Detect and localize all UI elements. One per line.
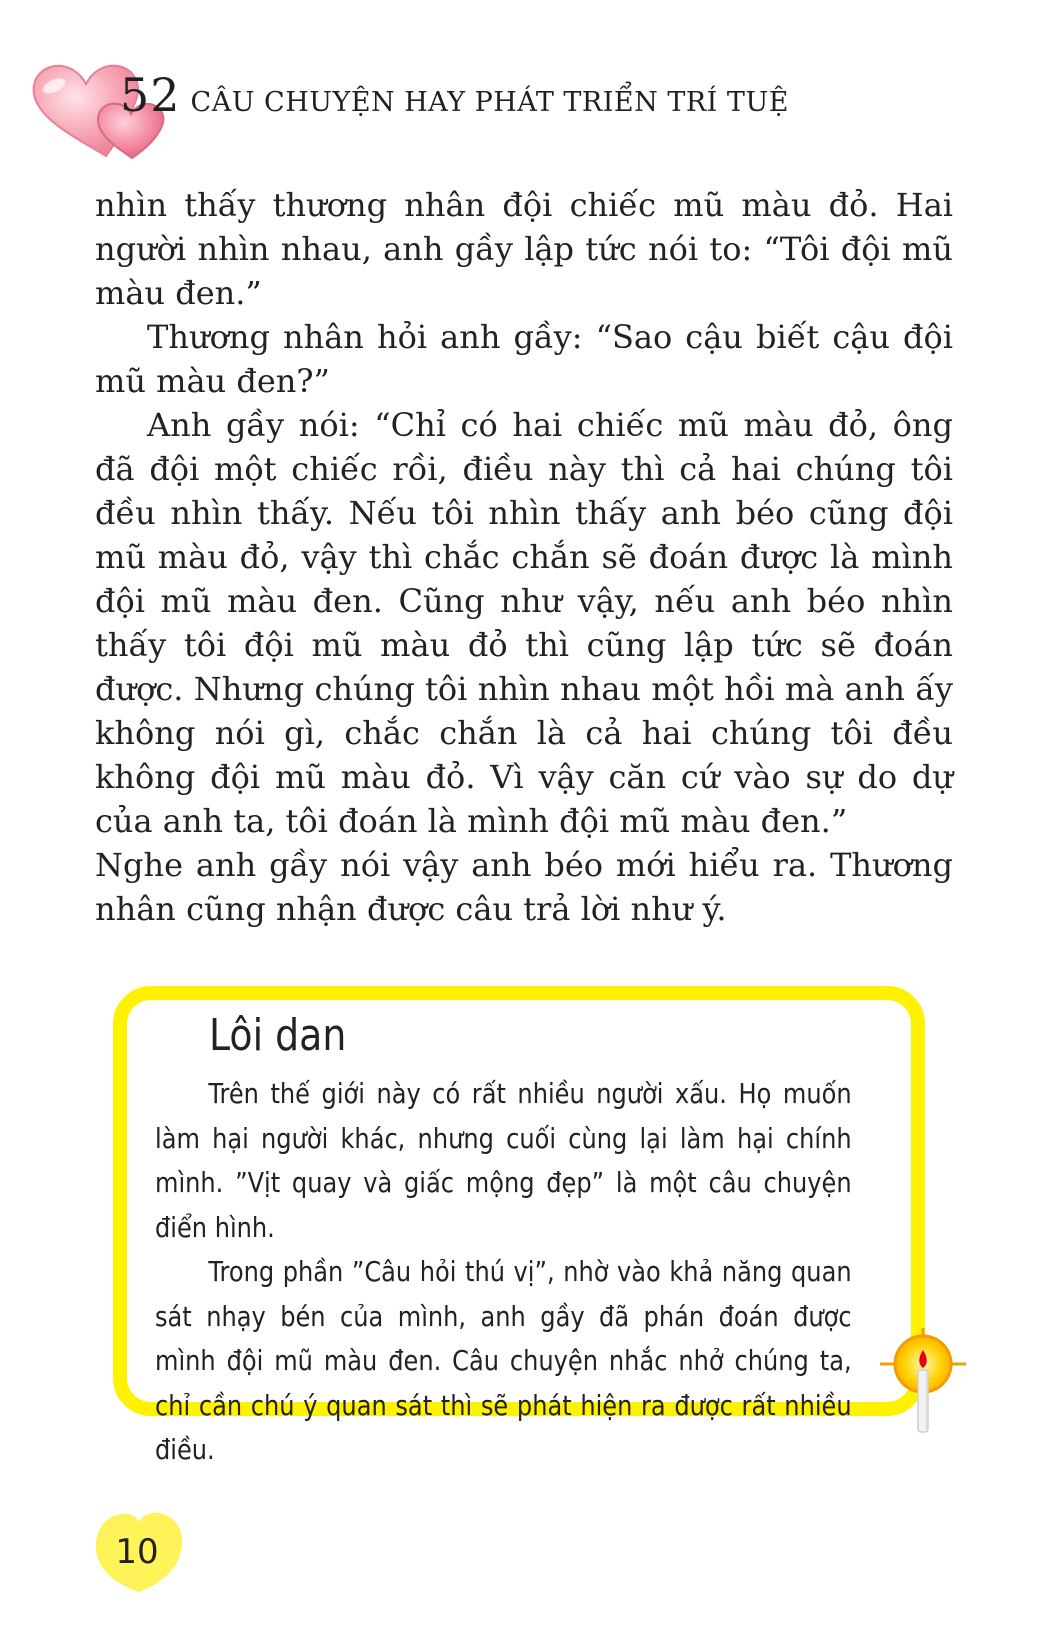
note-body [155,1072,852,1473]
note-box [113,986,925,1466]
candle-icon [878,1328,968,1438]
note-paragraph: Trong phần ”Câu hỏi thú vị”, nhờ vào khả năng quan sát nhạy bén của mình, anh gầy đã phán đoán được mình đội mũ màu đen. Câu chuyện nhắc nhở chúng ta, chỉ cần chú ý quan sát thì sẽ phát hiện ra được rất nhiều điều. [155,1255,852,1466]
story-paragraph: Thương nhân hỏi anh gầy: “Sao cậu biết cậu đội mũ màu đen?” [95,318,953,400]
book-title-text: CÂU CHUYỆN HAY PHÁT TRIỂN TRÍ TUỆ [190,87,789,118]
book-title [120,68,789,122]
story-text [95,183,953,931]
note-paragraph: Trên thế giới này có rất nhiều người xấu. Họ muốn làm hại người khác, nhưng cuối cùng lại làm hại chính mình. ”Vịt quay và giấc mộng đẹp” là một câu chuyện điển hình. [155,1077,852,1244]
story-paragraph: nhìn thấy thương nhân đội chiếc mũ màu đỏ. Hai người nhìn nhau, anh gầy lập tức nói to: “Tôi đội mũ màu đen.” [95,186,953,312]
note-title: Lôi dan [209,1010,347,1061]
story-paragraph: Anh gầy nói: “Chỉ có hai chiếc mũ màu đỏ, ông đã đội một chiếc rồi, điều này thì cả hai chúng tôi đều nhìn thấy. Nếu tôi nhìn thấy anh béo cũng đội mũ màu đỏ, vậy thì chắc chắn sẽ đoán được là mình đội mũ màu đen. Cũng như vậy, nếu anh béo nhìn thấy tôi đội mũ màu đỏ thì cũng lập tức sẽ đoán được. Nhưng chúng tôi nhìn nhau một hồi mà anh ấy không nói gì, chắc chắn là cả hai chúng tôi đều không đội mũ màu đỏ. Vì vậy căn cứ vào sự do dự của anh ta, tôi đoán là mình đội mũ màu đen.” [95,406,953,840]
page-header [28,58,1008,168]
story-paragraph: Nghe anh gầy nói vậy anh béo mới hiểu ra. Thương nhân cũng nhận được câu trả lời như ý. [95,846,953,928]
book-title-number: 52 [120,68,181,122]
page-number: 10 [115,1532,159,1572]
